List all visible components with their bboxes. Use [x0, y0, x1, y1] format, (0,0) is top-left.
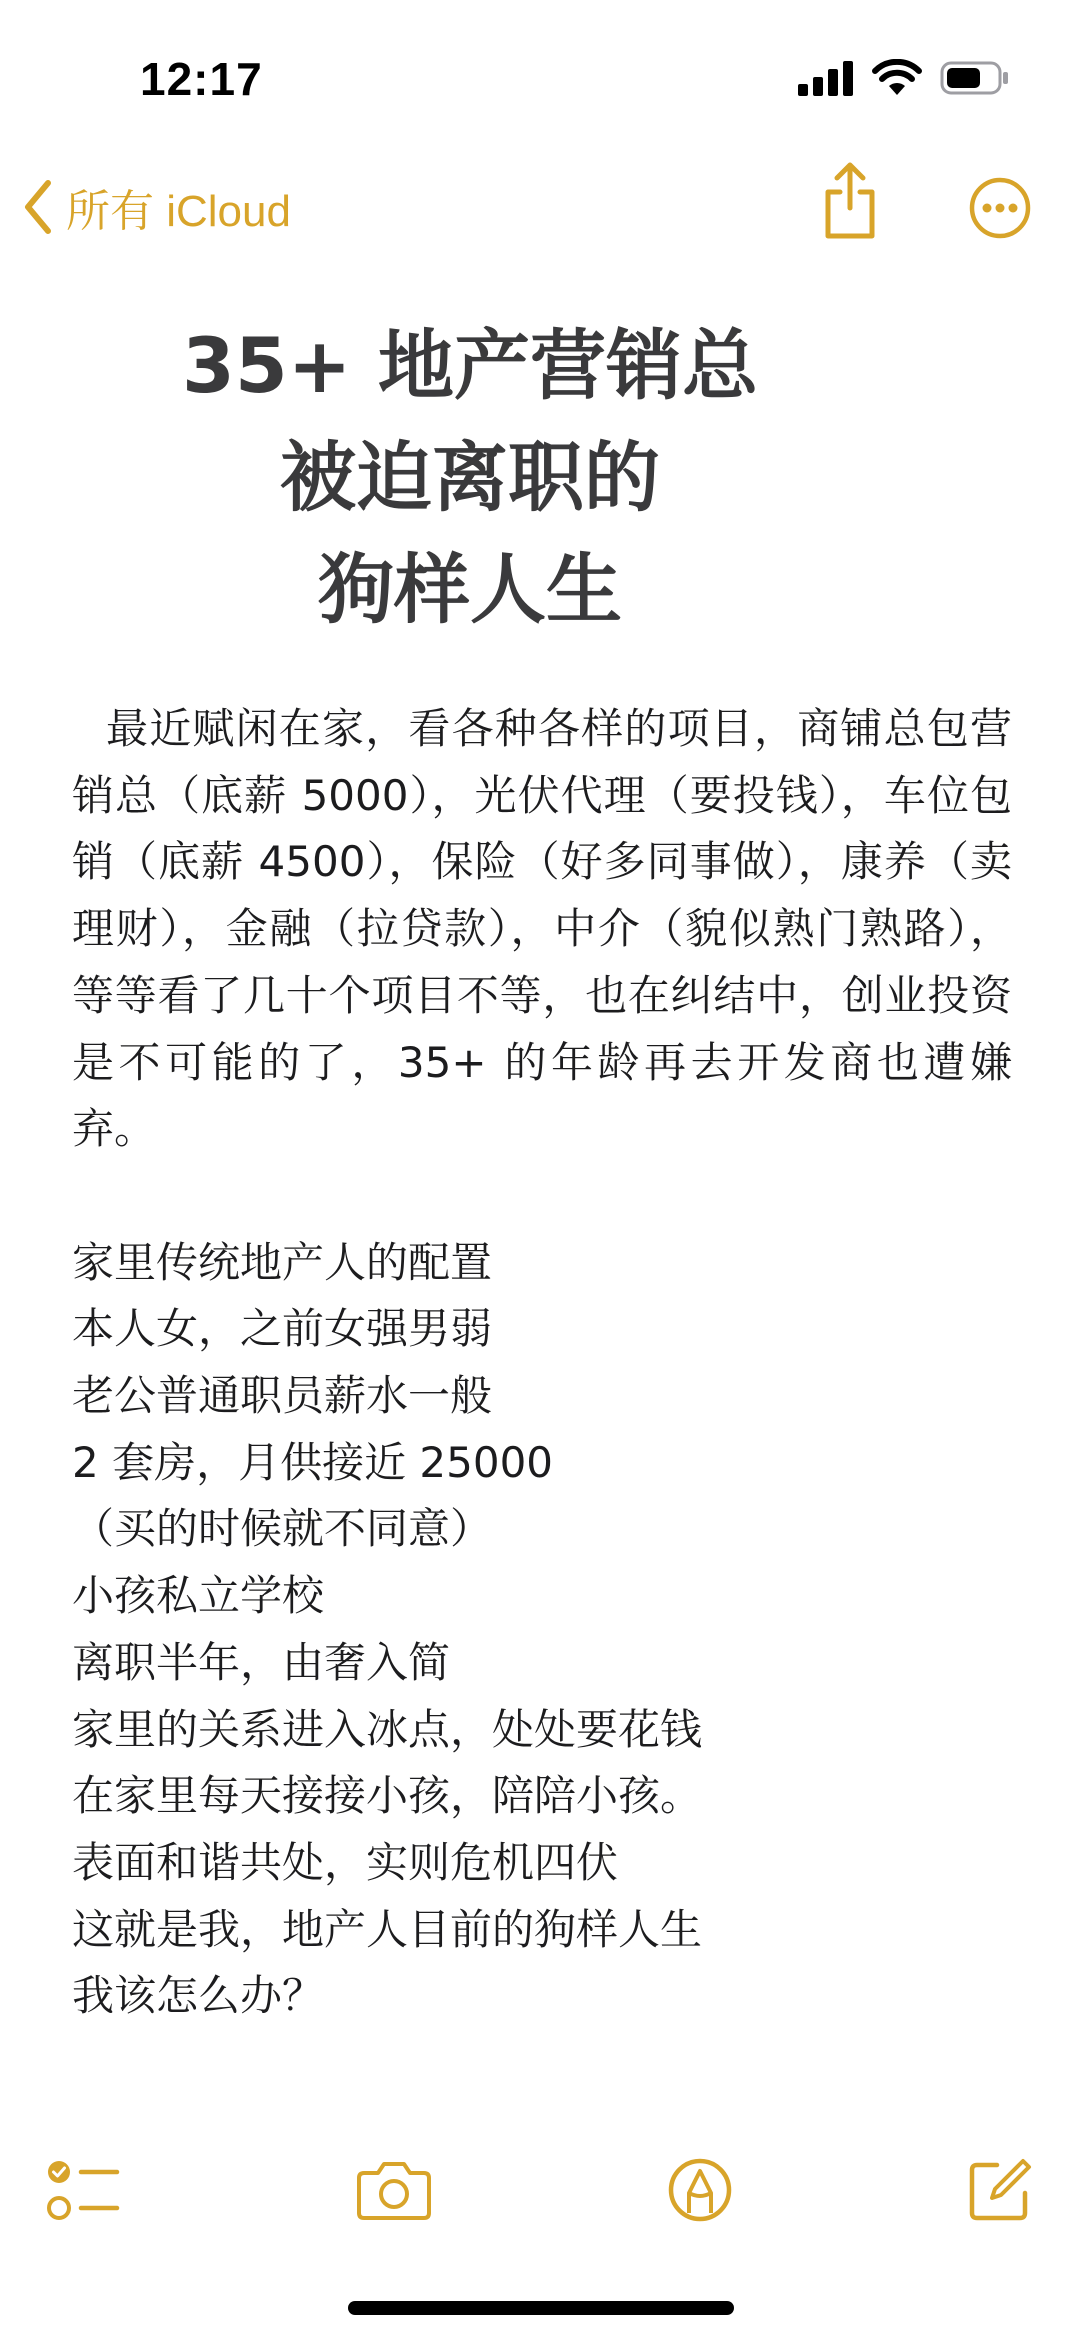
note-line: 家里传统地产人的配置: [72, 1237, 493, 1287]
back-button[interactable]: [22, 172, 291, 242]
title-line: 被迫离职的: [280, 433, 660, 522]
note-line: 家里的关系进入冰点，处处要花钱: [72, 1704, 703, 1754]
compose-icon: [967, 2157, 1033, 2223]
compose-button[interactable]: [960, 2150, 1040, 2230]
checklist-icon: [47, 2157, 121, 2223]
status-bar: [0, 0, 1080, 150]
note-line: 小孩私立学校: [72, 1571, 325, 1621]
status-icons: [798, 58, 1010, 98]
title-line: 35+ 地产营销总: [182, 321, 758, 410]
blank-line: [72, 1163, 1012, 1230]
note-line: 老公普通职员薪水一般: [72, 1371, 493, 1421]
note-line: 本人女，之前女强男弱: [72, 1304, 493, 1354]
home-indicator[interactable]: [348, 2301, 734, 2315]
more-icon: [968, 176, 1032, 240]
share-icon: [818, 160, 882, 240]
checklist-button[interactable]: [44, 2150, 124, 2230]
markup-icon: [667, 2157, 733, 2223]
bottom-toolbar: [0, 2150, 1080, 2230]
share-button[interactable]: [818, 160, 882, 240]
camera-button[interactable]: [354, 2150, 434, 2230]
battery-icon: [940, 60, 1010, 96]
note-line: 在家里每天接接小孩，陪陪小孩。: [72, 1771, 703, 1821]
cellular-signal-icon: [798, 60, 854, 96]
note-line: （买的时候就不同意）: [72, 1504, 493, 1554]
more-button[interactable]: [968, 176, 1032, 240]
note-paragraph: 最近赋闲在家，看各种各样的项目，商铺总包营销总（底薪 5000），光伏代理（要投钱），车位包销（底薪 4500），保险（好多同事做），康养（卖理财），金融（拉贷款），中介（貌似熟门熟路），等等看了几十个项目不等，也在纠结中，创业投资是不可能的了，35+ 的年龄再去开发商也遭嫌弃。: [72, 704, 1012, 1154]
status-time: 12:17: [140, 53, 263, 105]
note-line: 离职半年，由奢入简: [72, 1637, 451, 1687]
back-label: 所有 iCloud: [66, 187, 291, 236]
title-line: 狗样人生: [318, 545, 622, 634]
note-line: 表面和谐共处，实则危机四伏: [72, 1837, 619, 1887]
camera-icon: [356, 2159, 432, 2221]
chevron-left-icon: [22, 179, 54, 235]
wifi-icon: [872, 59, 922, 97]
nav-bar: [0, 160, 1080, 260]
note-body[interactable]: [72, 696, 1012, 2030]
note-line: 我该怎么办？: [72, 1971, 325, 2021]
note-title[interactable]: [0, 310, 940, 646]
note-line: 这就是我，地产人目前的狗样人生: [72, 1904, 703, 1954]
note-line: 2 套房，月供接近 25000: [72, 1437, 554, 1487]
markup-button[interactable]: [660, 2150, 740, 2230]
